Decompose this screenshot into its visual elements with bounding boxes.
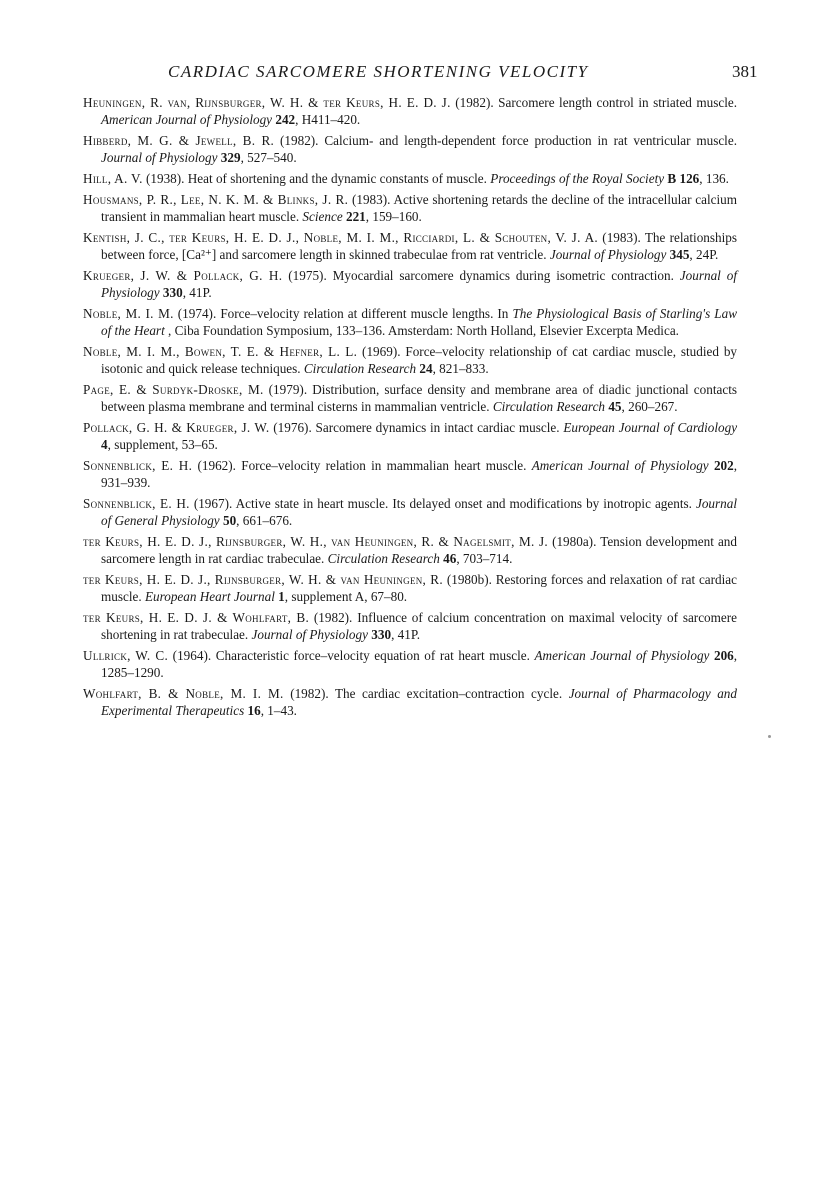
reference-item [83, 685, 737, 720]
reference-authors: Heuningen, R. van, Rijnsburger, W. H. & ter Keurs, H. E. D. J. [83, 95, 451, 110]
reference-authors: Noble, M. I. M., Bowen, T. E. & Hefner, L. L. [83, 343, 358, 359]
reference-authors: Krueger, J. W. & Pollack, G. H. [83, 267, 283, 283]
reference-title: Distribution, surface density and membrane area of diadic junctional contacts between plasma membrane and terminal cisterns in mammalian ventricle. [101, 381, 738, 414]
reference-item [83, 94, 737, 129]
reference-volume: 46 [443, 551, 457, 566]
reference-pages: , supplement, 53–65. [107, 437, 218, 452]
reference-title: The cardiac excitation–contraction cycle. [334, 685, 563, 701]
reference-volume: 45 [608, 399, 622, 414]
reference-pages: , 527–540. [240, 150, 297, 166]
reference-year: (1962). [197, 457, 236, 473]
reference-item [83, 647, 737, 682]
reference-pages: , 1–43. [260, 703, 297, 718]
reference-journal: Journal of Physiology [251, 627, 368, 642]
reference-pages: , 159–160. [365, 209, 422, 224]
reference-title: Force–velocity relationship of cat cardiac muscle, studied by isotonic and quick release techniques. [101, 343, 738, 376]
reference-year: (1976). [273, 419, 312, 435]
reference-year: (1979). [268, 381, 308, 397]
reference-item [83, 191, 737, 226]
reference-item [83, 381, 737, 416]
reference-volume: 330 [371, 627, 392, 642]
reference-journal: Journal of General Physiology [101, 495, 738, 528]
reference-title: Calcium- and length-dependent force production in rat ventricular muscle. [324, 133, 737, 148]
reference-item [83, 609, 737, 644]
reference-title: Sarcomere dynamics in intact cardiac muscle. [315, 419, 560, 435]
reference-pages: , H411–420. [295, 112, 361, 128]
reference-item [83, 419, 737, 454]
reference-pages: , 1285–1290. [101, 647, 738, 680]
reference-item [83, 170, 737, 187]
reference-year: (1983). [602, 229, 641, 245]
reference-volume: 1 [278, 589, 285, 604]
reference-pages: , 260–267. [621, 399, 678, 414]
reference-year: (1967). [193, 495, 233, 511]
reference-pages: , 931–939. [101, 457, 738, 490]
reference-pages: , 41P. [391, 627, 421, 642]
reference-journal: European Heart Journal [144, 589, 275, 604]
reference-journal: The Physiological Basis of Starling's Law of the Heart [101, 305, 738, 338]
reference-pages: , 41P. [182, 285, 212, 300]
reference-pages: , Ciba Foundation Symposium, 133–136. Amsterdam: North Holland, Elsevier Excerpta Medica. [168, 323, 679, 338]
reference-authors: Wohlfart, B. & Noble, M. I. M. [83, 685, 284, 701]
reference-item [83, 132, 737, 167]
reference-year: (1982). [290, 685, 329, 701]
reference-year: (1980a). [552, 533, 597, 549]
reference-journal: American Journal of Physiology [101, 112, 273, 128]
reference-item [83, 267, 737, 302]
reference-title: Sarcomere length control in striated muscle. [498, 95, 738, 110]
reference-authors: Ullrick, W. C. [83, 647, 169, 663]
reference-volume: 221 [345, 209, 366, 224]
reference-volume: 242 [275, 112, 296, 128]
reference-year: (1969). [362, 343, 401, 359]
reference-journal: Science [302, 209, 343, 224]
reference-pages: , 661–676. [236, 513, 293, 528]
reference-item [83, 305, 737, 340]
reference-volume: 202 [713, 457, 734, 473]
reference-authors: Hibberd, M. G. & Jewell, B. R. [83, 133, 275, 148]
reference-pages: , 24P. [689, 247, 719, 262]
reference-authors: ter Keurs, H. E. D. J., Rijnsburger, W. H., van Heuningen, R. & Nagelsmit, M. J. [83, 533, 549, 549]
reference-year: (1982). [455, 95, 494, 110]
reference-year: (1982). [313, 609, 353, 625]
reference-volume: 50 [222, 513, 237, 528]
reference-item [83, 533, 737, 568]
running-header [0, 62, 816, 86]
reference-authors: Noble, M. I. M. [83, 305, 174, 321]
reference-authors: Pollack, G. H. & Krueger, J. W. [83, 419, 270, 435]
reference-authors: ter Keurs, H. E. D. J., Rijnsburger, W. H. & van Heuningen, R. [83, 571, 443, 587]
reference-title: Influence of calcium concentration on maximal velocity of sarcomere shortening in rat trabeculae. [101, 609, 738, 642]
reference-item [83, 229, 737, 264]
reference-authors: ter Keurs, H. E. D. J. & Wohlfart, B. [83, 609, 310, 625]
reference-item [83, 343, 737, 378]
reference-authors: Hill, A. V. [83, 171, 143, 186]
reference-title: Restoring forces and relaxation of rat cardiac muscle. [101, 571, 738, 604]
page-number: 381 [732, 62, 758, 81]
reference-title: Active shortening retards the decline of the intracellular calcium transient in mammalian heart muscle. [101, 191, 738, 224]
reference-journal: European Journal of Cardiology [563, 419, 738, 435]
reference-year: (1975). [288, 267, 327, 283]
reference-volume: B 126 [667, 171, 700, 186]
running-title: CARDIAC SARCOMERE SHORTENING VELOCITY [168, 62, 589, 81]
reference-title: Myocardial sarcomere dynamics during isometric contraction. [332, 267, 674, 283]
reference-list [83, 94, 737, 723]
reference-title: Tension development and sarcomere length in rat cardiac trabeculae. [101, 533, 737, 566]
reference-title: Characteristic force–velocity equation of rat heart muscle. [215, 647, 530, 663]
reference-year: (1974). [177, 305, 217, 321]
reference-pages: , 136. [699, 171, 729, 186]
reference-year: (1982). [280, 133, 319, 148]
reference-journal: Journal of Physiology [549, 247, 667, 262]
reference-journal: Circulation Research [303, 361, 417, 376]
reference-year: (1938). [145, 171, 185, 186]
reference-year: (1980b). [446, 571, 492, 587]
reference-journal: Journal of Physiology [101, 267, 737, 300]
reference-title: The relationships between force, [Ca²⁺] and sarcomere length in skinned trabeculae from rat ventricle. [101, 229, 738, 262]
reference-journal: Journal of Physiology [101, 150, 218, 166]
reference-year: (1983). [351, 191, 391, 207]
reference-title: Force–velocity relation in mammalian heart muscle. [241, 457, 527, 473]
reference-title: Force–velocity relation at different muscle lengths. In [220, 305, 509, 321]
reference-volume: 24 [419, 361, 433, 376]
reference-journal: Journal of Pharmacology and Experimental Therapeutics [101, 685, 737, 718]
reference-volume: 345 [669, 247, 690, 262]
reference-journal: Circulation Research [492, 399, 606, 414]
reference-year: (1964). [172, 647, 212, 663]
reference-journal: Proceedings of the Royal Society [490, 171, 665, 186]
reference-journal: American Journal of Physiology [531, 457, 709, 473]
reference-volume: 329 [220, 150, 241, 166]
reference-journal: Circulation Research [327, 551, 440, 566]
reference-volume: 206 [713, 647, 734, 663]
reference-authors: Sonnenblick, E. H. [83, 495, 190, 511]
reference-pages: , supplement A, 67–80. [284, 589, 408, 604]
reference-item [83, 495, 737, 530]
reference-volume: 16 [247, 703, 261, 718]
reference-title: Active state in heart muscle. Its delayed onset and modifications by inotropic agents. [235, 495, 692, 511]
reference-volume: 4 [101, 437, 108, 452]
reference-authors: Kentish, J. C., ter Keurs, H. E. D. J., Noble, M. I. M., Ricciardi, L. & Schouten, V. J. A. [83, 229, 598, 245]
reference-journal: American Journal of Physiology [534, 647, 710, 663]
reference-pages: , 703–714. [456, 551, 513, 566]
reference-pages: , 821–833. [432, 361, 489, 376]
stray-mark [768, 735, 771, 738]
reference-authors: Page, E. & Surdyk-Droske, M. [83, 381, 264, 397]
reference-volume: 330 [162, 285, 183, 300]
reference-title: Heat of shortening and the dynamic constants of muscle. [187, 171, 487, 186]
reference-authors: Sonnenblick, E. H. [83, 457, 193, 473]
reference-authors: Housmans, P. R., Lee, N. K. M. & Blinks, J. R. [83, 191, 349, 207]
reference-item [83, 571, 737, 606]
reference-item [83, 457, 737, 492]
